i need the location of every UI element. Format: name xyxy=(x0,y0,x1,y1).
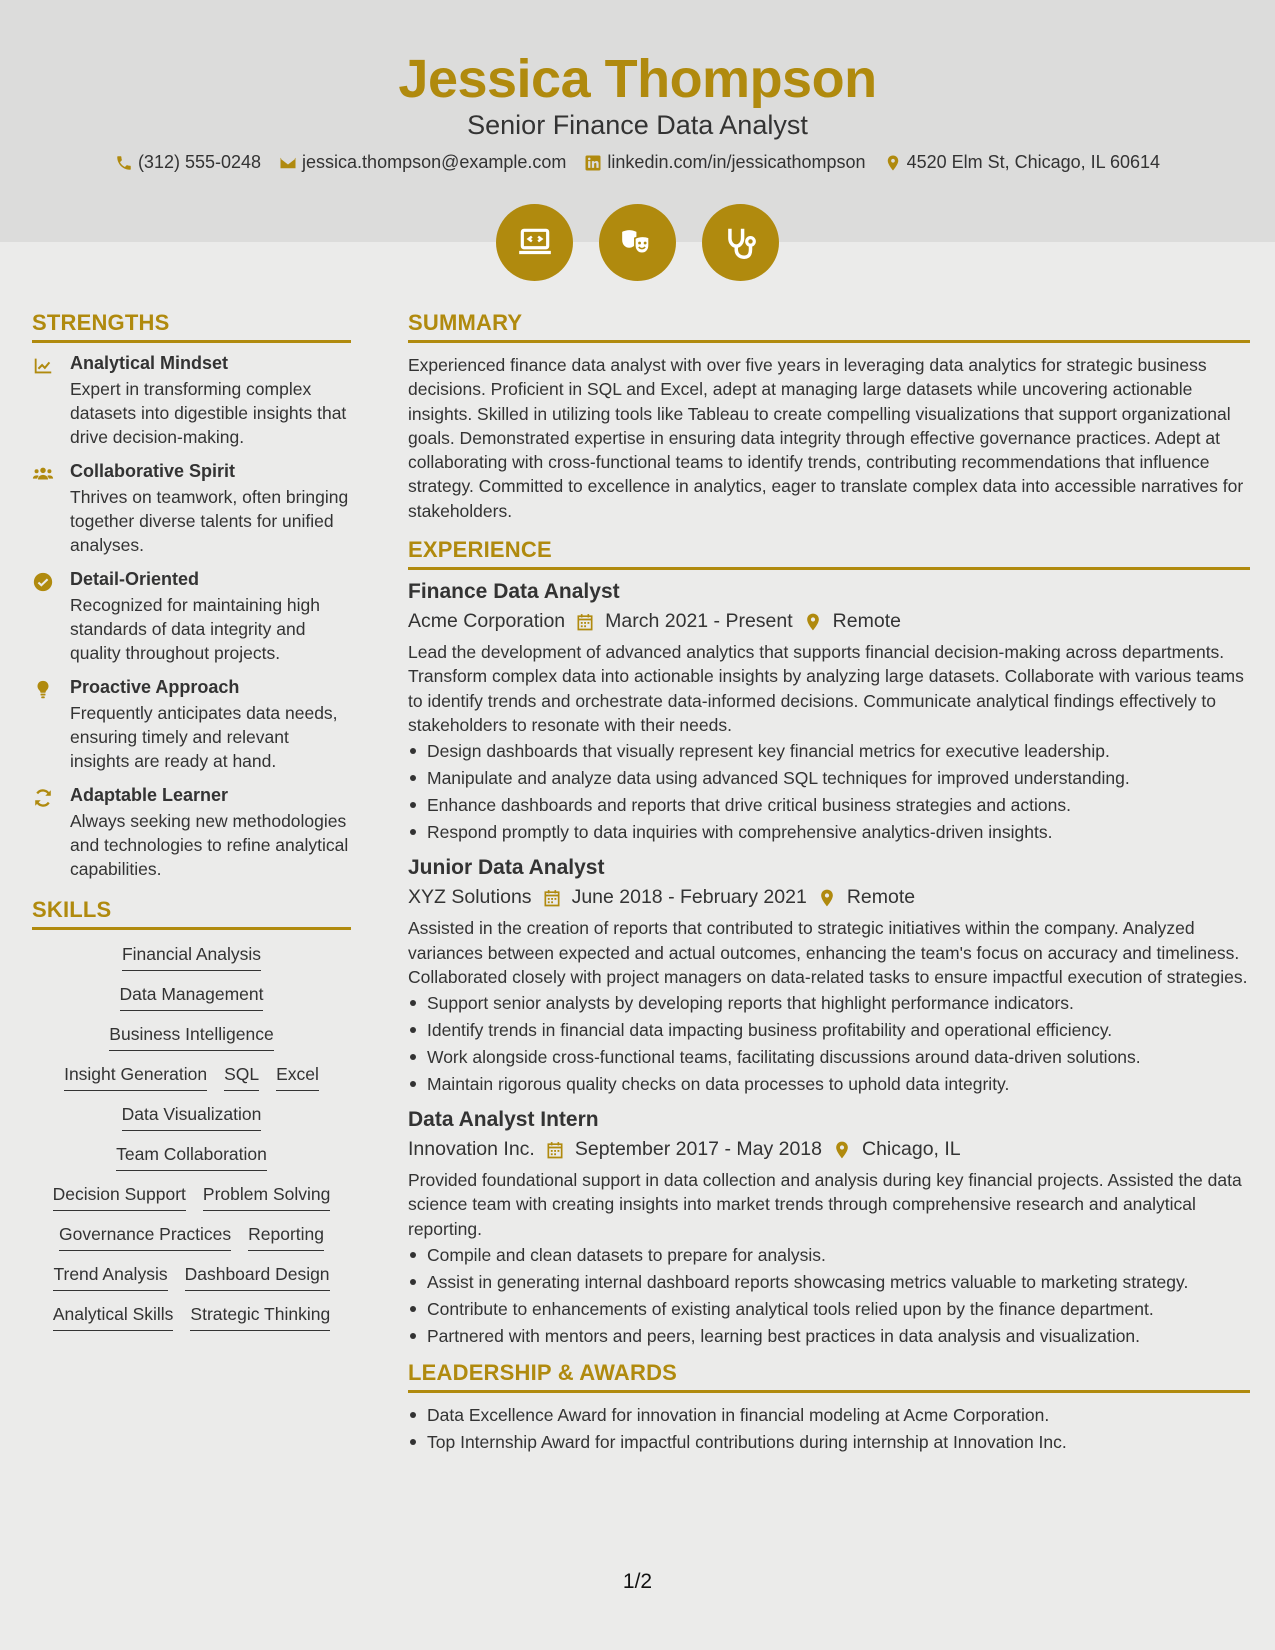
job-description: Provided foundational support in data collection and analysis during key financial projects. Assisted the data science team with creating insights into market trends through comprehensive research and analytical reporting. xyxy=(408,1170,1242,1239)
bullet-item: Identify trends in financial data impacting business profitability and operational efficiency. xyxy=(408,1018,1250,1042)
contact-text: 4520 Elm St, Chicago, IL 60614 xyxy=(906,152,1161,172)
skill-tag: Strategic Thinking xyxy=(190,1304,330,1331)
skill-row xyxy=(32,1264,351,1291)
skill-tag: Reporting xyxy=(248,1224,324,1251)
chart-line-icon xyxy=(32,355,54,377)
skill-tag: Analytical Skills xyxy=(53,1304,174,1331)
job-entry xyxy=(408,580,1250,844)
strength-desc: Frequently anticipates data needs, ensuring timely and relevant insights are ready at hand. xyxy=(70,703,338,771)
job-bullets xyxy=(408,739,1250,844)
job-company: Acme Corporation xyxy=(408,610,566,633)
job-meta xyxy=(408,886,1250,909)
bullet-item: Contribute to enhancements of existing analytical tools relied upon by the finance department. xyxy=(408,1297,1250,1321)
interest-icons xyxy=(0,204,1275,281)
strength-desc: Expert in transforming complex datasets into digestible insights that drive decision-making. xyxy=(70,379,347,447)
strength-item xyxy=(32,677,351,773)
job-entry xyxy=(408,856,1250,1096)
bullet-item: Support senior analysts by developing reports that highlight performance indicators. xyxy=(408,991,1250,1015)
job-dates: September 2017 - May 2018 xyxy=(574,1138,822,1161)
job-location: Chicago, IL xyxy=(862,1138,961,1161)
strength-title: Detail-Oriented xyxy=(70,569,200,589)
job-role: Finance Data Analyst xyxy=(408,580,620,604)
bullet-item: Enhance dashboards and reports that drive critical business strategies and actions. xyxy=(408,793,1250,817)
skills-list xyxy=(32,944,351,1331)
bullet-item: Maintain rigorous quality checks on data processes to uphold data integrity. xyxy=(408,1072,1250,1096)
job-dates: March 2021 - Present xyxy=(605,610,793,633)
contact-bar xyxy=(0,152,1275,173)
strength-desc: Always seeking new methodologies and technologies to refine analytical capabilities. xyxy=(70,811,349,879)
award-item: Data Excellence Award for innovation in financial modeling at Acme Corporation. xyxy=(408,1403,1250,1427)
check-circle-icon xyxy=(32,571,54,593)
bullet-item: Compile and clean datasets to prepare for analysis. xyxy=(408,1243,1250,1267)
calendar-icon xyxy=(542,888,562,908)
skill-tag: Team Collaboration xyxy=(116,1144,267,1171)
interest-badge xyxy=(496,204,573,281)
bullet-item: Assist in generating internal dashboard reports showcasing metrics valuable to marketing strategy. xyxy=(408,1270,1250,1294)
envelope-icon xyxy=(279,154,297,172)
strength-item xyxy=(32,569,351,665)
strength-desc: Recognized for maintaining high standards of data integrity and quality throughout projects. xyxy=(70,595,321,663)
right-column xyxy=(408,310,1250,1457)
job-role: Data Analyst Intern xyxy=(408,1108,599,1132)
summary-text: Experienced finance data analyst with over five years in leveraging data analytics for strategic business decisions. Proficient in SQL and Excel, adept at managing large datasets while uncovering actionable insights. Skilled in utilizing tools like Tableau to create compelling visualizations that support organizational goals. Demonstrated expertise in ensuring data integrity through effective governance practices. Adept at collaborating with cross-functional teams to identify trends, contributing recommendations that influence strategy. Committed to excellence in analytics, eager to translate complex data into accessible narratives for stakeholders. xyxy=(408,355,1244,521)
page-number: 1/2 xyxy=(622,1570,653,1593)
strength-title: Analytical Mindset xyxy=(70,353,229,373)
skill-row xyxy=(32,984,351,1011)
skill-tag: Financial Analysis xyxy=(122,944,261,971)
skill-row xyxy=(32,1144,351,1171)
bullet-item: Design dashboards that visually represent key financial metrics for executive leadership. xyxy=(408,739,1250,763)
contact-phone[interactable] xyxy=(115,152,261,173)
strength-title: Collaborative Spirit xyxy=(70,461,236,481)
sync-icon xyxy=(32,787,54,809)
skill-tag: Excel xyxy=(276,1064,319,1091)
lightbulb-icon xyxy=(32,679,54,701)
skill-tag: Data Management xyxy=(120,984,264,1011)
job-bullets xyxy=(408,991,1250,1096)
strength-item xyxy=(32,353,351,449)
laptop-code-icon xyxy=(516,224,554,262)
job-location: Remote xyxy=(832,610,901,633)
job-entry xyxy=(408,1108,1250,1348)
left-column xyxy=(32,310,351,1344)
interest-badge xyxy=(702,204,779,281)
job-role: Junior Data Analyst xyxy=(408,856,605,880)
skill-tag: SQL xyxy=(224,1064,259,1091)
skill-row xyxy=(32,1024,351,1051)
strength-item xyxy=(32,461,351,557)
skill-row xyxy=(32,1304,351,1331)
skill-row xyxy=(32,1064,351,1091)
award-item: Top Internship Award for impactful contributions during internship at Innovation Inc. xyxy=(408,1430,1250,1454)
experience-heading: EXPERIENCE xyxy=(408,537,1250,570)
bullet-item: Work alongside cross-functional teams, facilitating discussions around data-driven solutions. xyxy=(408,1045,1250,1069)
map-marker-icon xyxy=(817,888,837,908)
summary-heading: SUMMARY xyxy=(408,310,1250,343)
linkedin-icon xyxy=(584,154,602,172)
calendar-icon xyxy=(575,612,595,632)
contact-text: jessica.thompson@example.com xyxy=(302,152,567,172)
awards-list xyxy=(408,1403,1250,1454)
skill-tag: Business Intelligence xyxy=(109,1024,273,1051)
contact-address[interactable] xyxy=(884,152,1161,173)
job-description: Lead the development of advanced analytics that supports financial decision-making across departments. Transform complex data into actionable insights by analyzing large datasets. Collaborate with various teams to identify trends and orchestrate data-informed decisions. Communicate analytical findings effectively to stakeholders to resonate with their needs. xyxy=(408,642,1244,735)
job-description: Assisted in the creation of reports that contributed to strategic initiatives within the company. Analyzed variances between expected and actual outcomes, enhancing the team's focus on accuracy and timeliness. Collaborated closely with project managers on data-related tasks to ensure impactful execution of strategies. xyxy=(408,918,1248,987)
strength-item xyxy=(32,785,351,881)
interest-badge xyxy=(599,204,676,281)
users-icon xyxy=(32,463,54,485)
bullet-item: Partnered with mentors and peers, learning best practices in data analysis and visualization. xyxy=(408,1324,1250,1348)
job-meta xyxy=(408,1138,1250,1161)
contact-linkedin[interactable] xyxy=(584,152,865,173)
theater-masks-icon xyxy=(619,224,657,262)
contact-email[interactable] xyxy=(279,152,566,173)
map-marker-icon xyxy=(832,1140,852,1160)
map-marker-icon xyxy=(884,154,902,172)
skill-tag: Decision Support xyxy=(53,1184,186,1211)
candidate-name: Jessica Thompson xyxy=(398,49,877,109)
skill-tag: Insight Generation xyxy=(64,1064,207,1091)
skill-row xyxy=(32,1104,351,1131)
phone-icon xyxy=(115,154,133,172)
stethoscope-icon xyxy=(722,224,760,262)
strength-title: Adaptable Learner xyxy=(70,785,229,805)
candidate-title: Senior Finance Data Analyst xyxy=(467,110,808,140)
skill-tag: Trend Analysis xyxy=(53,1264,167,1291)
bullet-item: Respond promptly to data inquiries with comprehensive analytics-driven insights. xyxy=(408,820,1250,844)
map-marker-icon xyxy=(803,612,823,632)
job-company: XYZ Solutions xyxy=(408,886,532,909)
awards-heading: LEADERSHIP & AWARDS xyxy=(408,1360,1250,1393)
bullet-item: Manipulate and analyze data using advanced SQL techniques for improved understanding. xyxy=(408,766,1250,790)
skill-tag: Governance Practices xyxy=(59,1224,231,1251)
skill-tag: Dashboard Design xyxy=(185,1264,330,1291)
skill-tag: Problem Solving xyxy=(203,1184,330,1211)
strength-desc: Thrives on teamwork, often bringing together diverse talents for unified analyses. xyxy=(70,487,349,555)
skill-row xyxy=(32,944,351,971)
skill-tag: Data Visualization xyxy=(122,1104,262,1131)
job-bullets xyxy=(408,1243,1250,1348)
job-location: Remote xyxy=(846,886,916,909)
calendar-icon xyxy=(545,1140,565,1160)
contact-text: (312) 555-0248 xyxy=(137,152,262,172)
skill-row xyxy=(32,1184,351,1211)
job-company: Innovation Inc. xyxy=(408,1138,535,1161)
job-meta xyxy=(408,610,1250,633)
strengths-heading: STRENGTHS xyxy=(32,310,351,343)
strength-title: Proactive Approach xyxy=(70,677,240,697)
skills-heading: SKILLS xyxy=(32,897,351,930)
contact-text: linkedin.com/in/jessicathompson xyxy=(607,152,866,172)
job-dates: June 2018 - February 2021 xyxy=(571,886,807,909)
skill-row xyxy=(32,1224,351,1251)
